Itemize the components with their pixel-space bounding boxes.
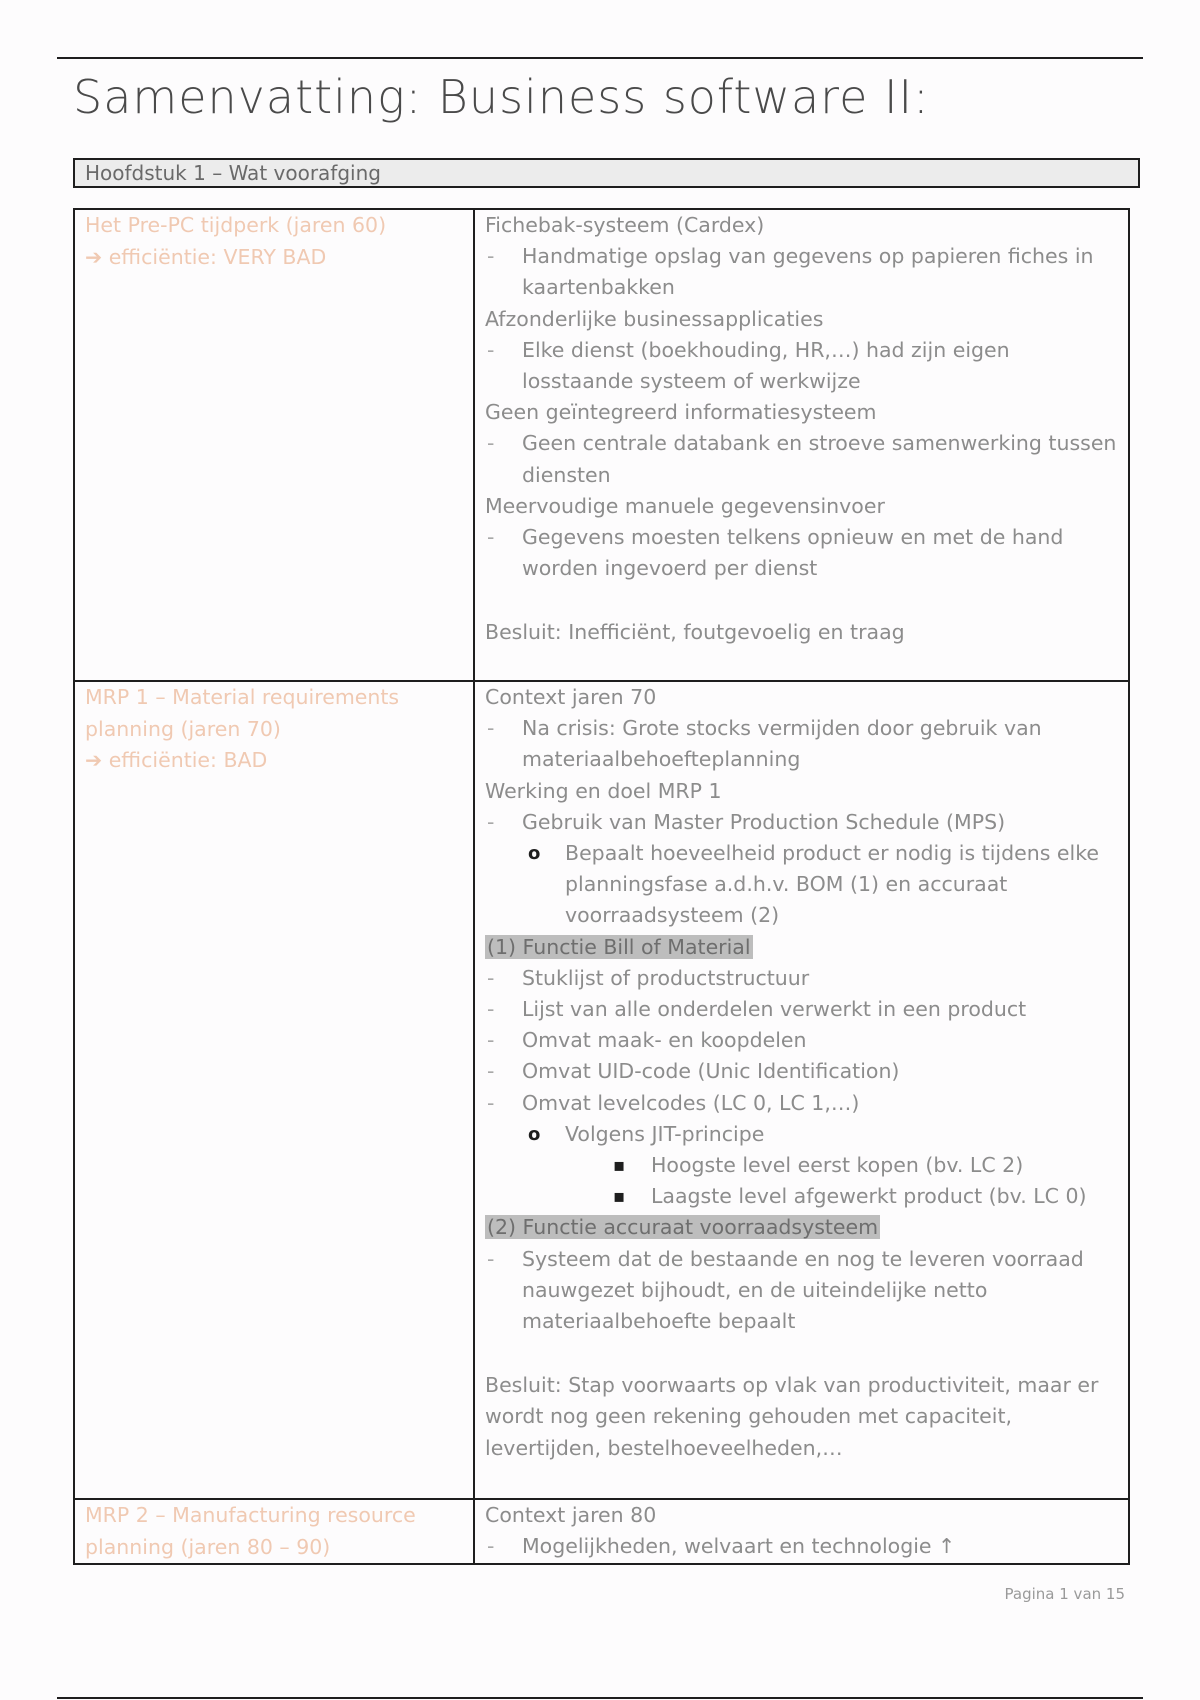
conclusion-text: Besluit: Inefficiënt, foutgevoelig en traag [485, 620, 905, 645]
page-number: Pagina 1 van 15 [1004, 1585, 1125, 1603]
table-row [74, 681, 1129, 1499]
spacer [485, 1337, 1118, 1370]
sub-bullet-item: o Volgens JIT-principe [485, 1119, 1118, 1150]
spacer [485, 584, 1118, 617]
bullet-item: - Gebruik van Master Production Schedule (MPS) [485, 807, 1118, 838]
bullet-item: - Na crisis: Grote stocks vermijden door gebruik van materiaalbehoefteplanning [485, 713, 1118, 775]
section-heading: Geen geïntegreerd informatiesysteem [485, 400, 877, 425]
summary-table [73, 208, 1130, 1565]
table-row [74, 209, 1129, 681]
bullet-item: - Geen centrale databank en stroeve samenwerking tussen diensten [485, 428, 1118, 490]
square-bullet-item: ▪ Laagste level afgewerkt product (bv. LC 0) [485, 1181, 1118, 1212]
highlighted-heading [485, 1212, 1118, 1243]
top-rule [57, 57, 1143, 59]
chapter-heading: Hoofdstuk 1 – Wat voorafging [73, 158, 1140, 188]
sub-bullet-item: o Bepaalt hoeveelheid product er nodig is tijdens elke planningsfase a.d.h.v. BOM (1) en accuraat voorraadsysteem (2) [485, 838, 1118, 932]
bullet-item: - Stuklijst of productstructuur [485, 963, 1118, 994]
period-title-cont: planning (jaren 80 – 90) [85, 1534, 331, 1559]
period-cell [74, 1499, 474, 1564]
conclusion-text: Besluit: Stap voorwaarts op vlak van productiviteit, maar er wordt nog geen rekening gehouden met capaciteit, levertijden, bestelhoeveelheden,… [485, 1373, 1099, 1460]
bullet-item: - Mogelijkheden, welvaart en technologie ↑ [485, 1531, 1118, 1562]
period-cell [74, 209, 474, 681]
bullet-item: - Lijst van alle onderdelen verwerkt in een product [485, 994, 1118, 1025]
bullet-item: - Handmatige opslag van gegevens op papieren fiches in kaartenbakken [485, 241, 1118, 303]
efficiency-label: ➔ efficiëntie: BAD [85, 748, 268, 772]
content-cell [474, 1499, 1129, 1564]
period-title-cont: planning (jaren 70) [85, 716, 281, 741]
period-title: MRP 1 – Material requirements [85, 685, 400, 709]
highlight: (1) Functie Bill of Material [487, 934, 751, 959]
highlighted-heading [485, 932, 1118, 963]
section-heading: Context jaren 70 [485, 685, 657, 709]
period-title: MRP 2 – Manufacturing resource [85, 1503, 416, 1527]
section-heading: Werking en doel MRP 1 [485, 778, 722, 803]
bullet-item: - Omvat UID-code (Unic Identification) [485, 1056, 1118, 1087]
content-cell [474, 209, 1129, 681]
section-heading: Fichebak-systeem (Cardex) [485, 213, 765, 237]
period-title: Het Pre-PC tijdperk (jaren 60) [85, 213, 387, 237]
bullet-item: - Elke dienst (boekhouding, HR,…) had zijn eigen losstaande systeem of werkwijze [485, 335, 1118, 397]
bottom-rule [57, 1697, 1143, 1699]
document-title: Samenvatting: Business software II: [73, 70, 930, 124]
bullet-item: - Omvat levelcodes (LC 0, LC 1,…) [485, 1088, 1118, 1119]
efficiency-label: ➔ efficiëntie: VERY BAD [85, 244, 327, 269]
table-row [74, 1499, 1129, 1564]
square-bullet-item: ▪ Hoogste level eerst kopen (bv. LC 2) [485, 1150, 1118, 1181]
bullet-item: - Systeem dat de bestaande en nog te leveren voorraad nauwgezet bijhoudt, en de uiteindelijke netto materiaalbehoefte bepaalt [485, 1244, 1118, 1338]
period-cell [74, 681, 474, 1499]
highlight: (2) Functie accuraat voorraadsysteem [487, 1215, 879, 1240]
bullet-item: - Omvat maak- en koopdelen [485, 1025, 1118, 1056]
bullet-item: - Gegevens moesten telkens opnieuw en met de hand worden ingevoerd per dienst [485, 522, 1118, 584]
section-heading: Afzonderlijke businessapplicaties [485, 306, 824, 331]
content-cell [474, 681, 1129, 1499]
section-heading: Meervoudige manuele gegevensinvoer [485, 493, 885, 518]
section-heading: Context jaren 80 [485, 1503, 657, 1527]
